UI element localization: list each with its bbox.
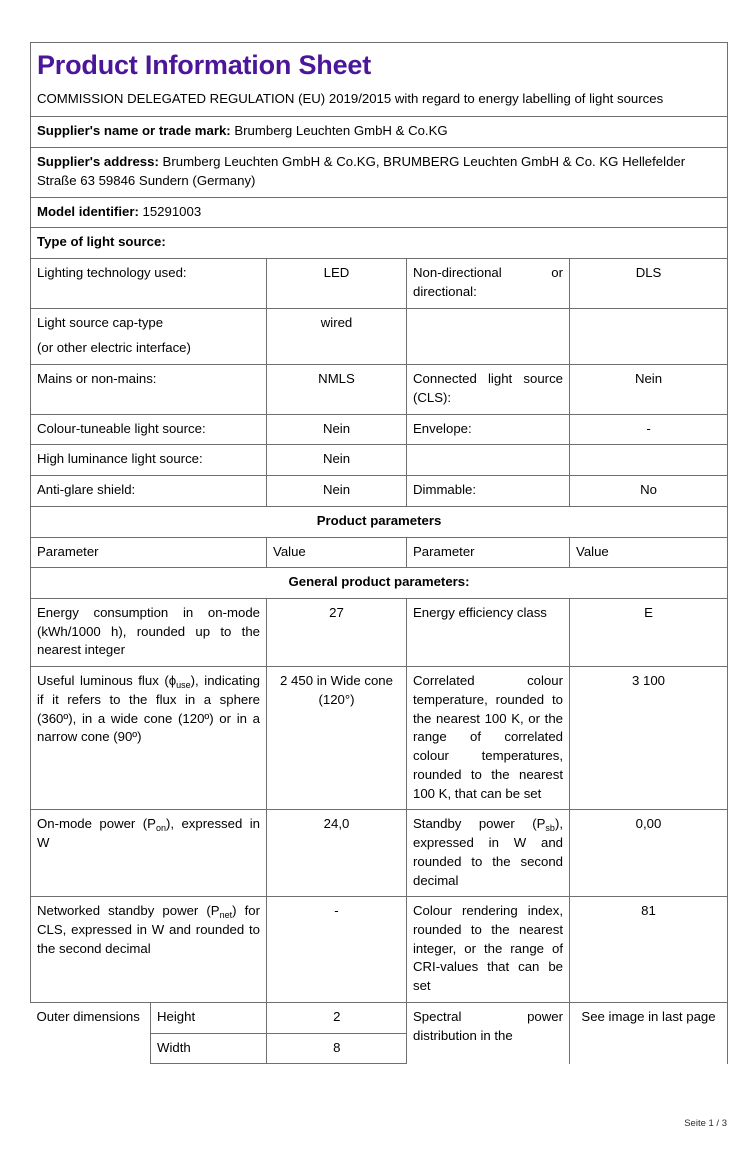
supplier-address-cell xyxy=(31,148,728,197)
envelope-label: Envelope: xyxy=(407,414,570,445)
table-row xyxy=(31,598,728,666)
outer-dimensions-group xyxy=(31,1002,407,1064)
general-parameters-header-row xyxy=(31,568,728,599)
luminous-flux-subscript: use xyxy=(176,680,191,691)
networked-standby-power-label xyxy=(31,897,267,1003)
colour-tuneable-value: Nein xyxy=(267,414,407,445)
lighting-technology-label: Lighting technology used: xyxy=(31,259,267,308)
high-luminance-label: High luminance light source: xyxy=(31,445,267,476)
luminous-flux-value: 2 450 in Wide cone (120°) xyxy=(267,667,407,810)
energy-consumption-value: 27 xyxy=(267,598,407,666)
colour-rendering-index-value: 81 xyxy=(570,897,728,1003)
networked-standby-power-subscript: net xyxy=(219,910,233,921)
cap-type-empty-value xyxy=(570,308,728,364)
standby-power-label xyxy=(407,810,570,897)
on-mode-power-label-post: ), expressed in W xyxy=(37,816,260,851)
energy-efficiency-class-label: Energy efficiency class xyxy=(407,598,570,666)
supplier-name-value: Brumberg Leuchten GmbH & Co.KG xyxy=(234,123,448,139)
main-table xyxy=(30,42,728,1064)
supplier-address-value: Brumberg Leuchten GmbH & Co.KG, BRUMBERG Leuchten GmbH & Co. KG Hellefelder Straße 63 59846 Sundern (Germany) xyxy=(37,154,686,188)
outer-dimensions-label: Outer dimensions xyxy=(31,1003,151,1064)
correlated-colour-temperature-value: 3 100 xyxy=(570,667,728,810)
model-identifier-value: 15291003 xyxy=(142,203,202,219)
product-parameters-header: Product parameters xyxy=(31,506,728,537)
luminous-flux-label-post: ), indicating if it refers to the flux in a sphere (360º), in a wide cone (120º) or in a narrow cone (90º) xyxy=(37,673,260,745)
regulation-subtitle: COMMISSION DELEGATED REGULATION (EU) 2019/2015 with regard to energy labelling of light sources xyxy=(37,90,664,106)
page-footer: Seite 1 / 3 xyxy=(684,1118,727,1129)
outer-dimensions-table xyxy=(31,1003,407,1064)
on-mode-power-label-pre: On-mode power (P xyxy=(37,816,156,832)
energy-consumption-label: Energy consumption in on-mode (kWh/1000 h), rounded up to the nearest integer xyxy=(31,598,267,666)
mains-value: NMLS xyxy=(267,365,407,414)
cap-type-value: wired xyxy=(267,308,407,364)
outer-dimensions-subrow xyxy=(31,1003,407,1033)
outer-dimensions-width-value: 8 xyxy=(267,1033,407,1064)
standby-power-label-post: ), expressed in W and rounded to the second decimal xyxy=(413,816,563,888)
networked-standby-power-label-post: ) for CLS, expressed in W and rounded to the second decimal xyxy=(37,903,260,956)
supplier-name-cell xyxy=(31,117,728,148)
outer-dimensions-row xyxy=(31,1002,728,1064)
colour-rendering-index-label: Colour rendering index, rounded to the nearest integer, or the range of CRI-values that can be set xyxy=(407,897,570,1003)
light-source-section-row xyxy=(31,228,728,259)
cap-type-empty-param xyxy=(407,308,570,364)
outer-dimensions-height-value: 2 xyxy=(267,1003,407,1033)
column-header-parameter-right: Parameter xyxy=(407,537,570,568)
directionality-label: Non-directional or directional: xyxy=(407,259,570,308)
on-mode-power-subscript: on xyxy=(155,823,166,834)
column-header-value-left: Value xyxy=(267,537,407,568)
general-parameters-header: General product parameters: xyxy=(31,568,728,599)
outer-dimensions-width-label: Width xyxy=(151,1033,267,1064)
column-header-parameter-left: Parameter xyxy=(31,537,267,568)
table-row xyxy=(31,476,728,507)
luminous-flux-label xyxy=(31,667,267,810)
spectral-power-distribution-value: See image in last page xyxy=(570,1002,728,1064)
title-row xyxy=(31,43,728,89)
connected-light-source-label: Connected light source (CLS): xyxy=(407,365,570,414)
cap-type-label xyxy=(31,308,267,364)
supplier-address-label: Supplier's address: xyxy=(37,154,159,170)
mains-label: Mains or non-mains: xyxy=(31,365,267,414)
page-title: Product Information Sheet xyxy=(37,50,372,80)
lighting-technology-value: LED xyxy=(267,259,407,308)
column-header-value-right: Value xyxy=(570,537,728,568)
correlated-colour-temperature-label: Correlated colour temperature, rounded to the nearest 100 K, or the range of correlated colour temperatures, rounded to the nearest 100 K, that can be set xyxy=(407,667,570,810)
supplier-address-row xyxy=(31,148,728,197)
high-luminance-empty-value xyxy=(570,445,728,476)
networked-standby-power-label-pre: Networked standby power (P xyxy=(37,903,220,919)
table-row xyxy=(31,897,728,1003)
anti-glare-label: Anti-glare shield: xyxy=(31,476,267,507)
dimmable-value: No xyxy=(570,476,728,507)
column-header-row xyxy=(31,537,728,568)
standby-power-subscript: sb xyxy=(545,823,555,834)
connected-light-source-value: Nein xyxy=(570,365,728,414)
table-row xyxy=(31,810,728,897)
table-row xyxy=(31,414,728,445)
standby-power-value: 0,00 xyxy=(570,810,728,897)
envelope-value: - xyxy=(570,414,728,445)
light-source-section-header: Type of light source: xyxy=(37,234,166,250)
standby-power-label-pre: Standby power (P xyxy=(413,816,546,832)
light-source-section-cell xyxy=(31,228,728,259)
networked-standby-power-value: - xyxy=(267,897,407,1003)
table-row xyxy=(31,445,728,476)
anti-glare-value: Nein xyxy=(267,476,407,507)
outer-dimensions-height-label: Height xyxy=(151,1003,267,1033)
title-cell xyxy=(31,43,728,89)
cap-type-label-line2: (or other electric interface) xyxy=(37,340,191,356)
luminous-flux-label-pre: Useful luminous flux (ϕ xyxy=(37,673,177,689)
dimmable-label: Dimmable: xyxy=(407,476,570,507)
energy-efficiency-class-value: E xyxy=(570,598,728,666)
supplier-name-label: Supplier's name or trade mark: xyxy=(37,123,231,139)
table-row xyxy=(31,667,728,810)
table-row xyxy=(31,308,728,364)
directionality-value: DLS xyxy=(570,259,728,308)
supplier-name-row xyxy=(31,117,728,148)
high-luminance-empty-param xyxy=(407,445,570,476)
table-row xyxy=(31,259,728,308)
table-row xyxy=(31,365,728,414)
spectral-power-distribution-label: Spectral power distribution in the xyxy=(407,1002,570,1064)
model-identifier-label: Model identifier: xyxy=(37,203,139,219)
product-parameters-header-row xyxy=(31,506,728,537)
colour-tuneable-label: Colour-tuneable light source: xyxy=(31,414,267,445)
on-mode-power-label xyxy=(31,810,267,897)
model-identifier-row xyxy=(31,197,728,228)
subtitle-row xyxy=(31,89,728,117)
high-luminance-value: Nein xyxy=(267,445,407,476)
product-information-sheet xyxy=(30,42,727,1064)
on-mode-power-value: 24,0 xyxy=(267,810,407,897)
subtitle-cell xyxy=(31,89,728,117)
model-identifier-cell xyxy=(31,197,728,228)
cap-type-label-line1: Light source cap-type xyxy=(37,314,164,330)
